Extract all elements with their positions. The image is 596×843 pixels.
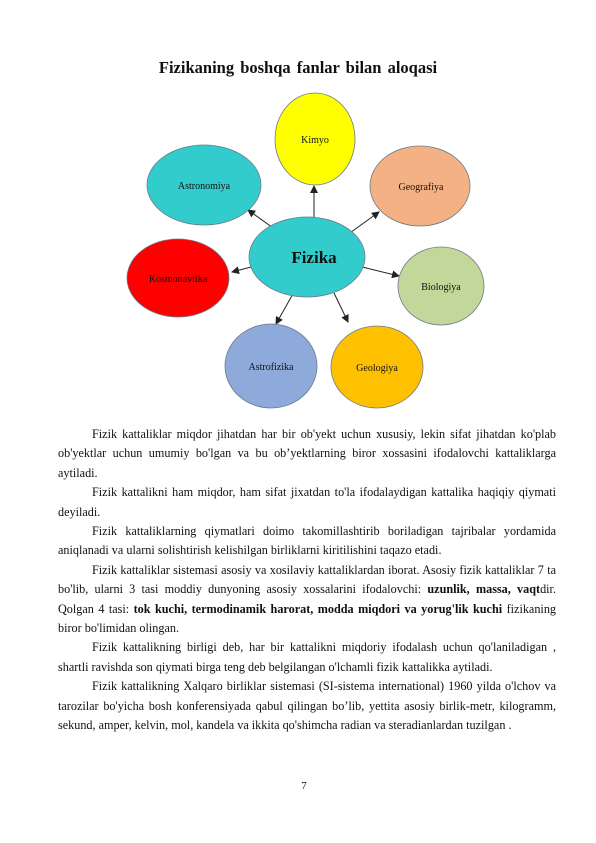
arrow-to-geologiya	[334, 293, 348, 322]
label-kosmonavtika: Kosmonavtika	[148, 274, 208, 285]
paragraph-5: Fizik kattalikning birligi deb, har bir kattalikni miqdoriy ifodalash uchun qo'laniladigan , shartli ravishda son qiymati birga teng deb belgilangan o'lchamli fizik kattalikka aytiladi.	[58, 640, 556, 674]
page-number: 7	[301, 780, 307, 792]
label-geologiya: Geologiya	[356, 363, 398, 374]
basic-quantities-bold: uzunlik, massa, vaqt	[427, 582, 541, 597]
label-fizika-center: Fizika	[291, 248, 337, 267]
paragraph-4-suffix: dir. Qolgan 4 tasi:	[58, 582, 556, 616]
paragraph-3: Fizik kattaliklarning qiymatlari doimo takomillashtirib boriladigan tajribalar yordamida aniqlanadi va ularni solishtirish kelishilgan birliklarni kiritilishini taqazo etadi.	[58, 524, 556, 558]
label-biologiya: Biologiya	[421, 282, 461, 293]
other-quantities-bold: tok kuchi, termodinamik harorat, modda miqdori va yorug'lik kuchi	[133, 601, 503, 616]
arrow-to-astrofizika	[276, 292, 294, 324]
paragraph-6: Fizik kattalikning Xalqaro birliklar sistemasi (SI-sistema international) 1960 yilda o'lchov va tarozilar bo'yicha bosh konferensiyada qabul qilingan bo’lib, yettita asosiy birlik-metr, kilogramm, sekund, amper, kelvin, mol, kandela va ikkita qo'shimcha radian va steradianlardan tuzilgan .	[58, 679, 556, 733]
physics-relations-diagram	[0, 0, 596, 420]
label-kimyo: Kimyo	[301, 135, 329, 146]
paragraph-4-end: fizikaning biror bo'limidan olingan.	[58, 601, 557, 636]
label-geografiya: Geografiya	[398, 182, 444, 193]
arrow-to-biologiya	[358, 266, 399, 276]
page-title: Fizikaning boshqa fanlar bilan aloqasi	[158, 58, 438, 77]
paragraph-4	[58, 561, 556, 639]
label-astrofizika: Astrofizika	[248, 362, 294, 373]
paragraph-1: Fizik kattaliklar miqdor jihatdan har bir ob'yekt uchun xususiy, lekin sifat jihatdan ko'plab ob'yektlar uchun umumiy bo'lgan va bu ob’yektlarning biror xossasini ifodalovchi kattaliklarga aytiladi.	[58, 427, 556, 480]
paragraph-2: Fizik kattalikni ham miqdor, ham sifat jixatdan to'la ifodalaydigan kattalika haqiqiy qiymati deyiladi.	[58, 485, 556, 519]
paragraph-4-intro: Fizik kattaliklar sistemasi asosiy va xosilaviy kattaliklardan iborat. Asosiy fizik kattaliklar 7 ta bo'lib, ularni 3 tasi moddiy dunyoning asosiy xossalarini ifodalovchi:	[58, 562, 556, 597]
body-text	[58, 425, 556, 736]
label-astronomiya: Astronomiya	[177, 181, 231, 192]
